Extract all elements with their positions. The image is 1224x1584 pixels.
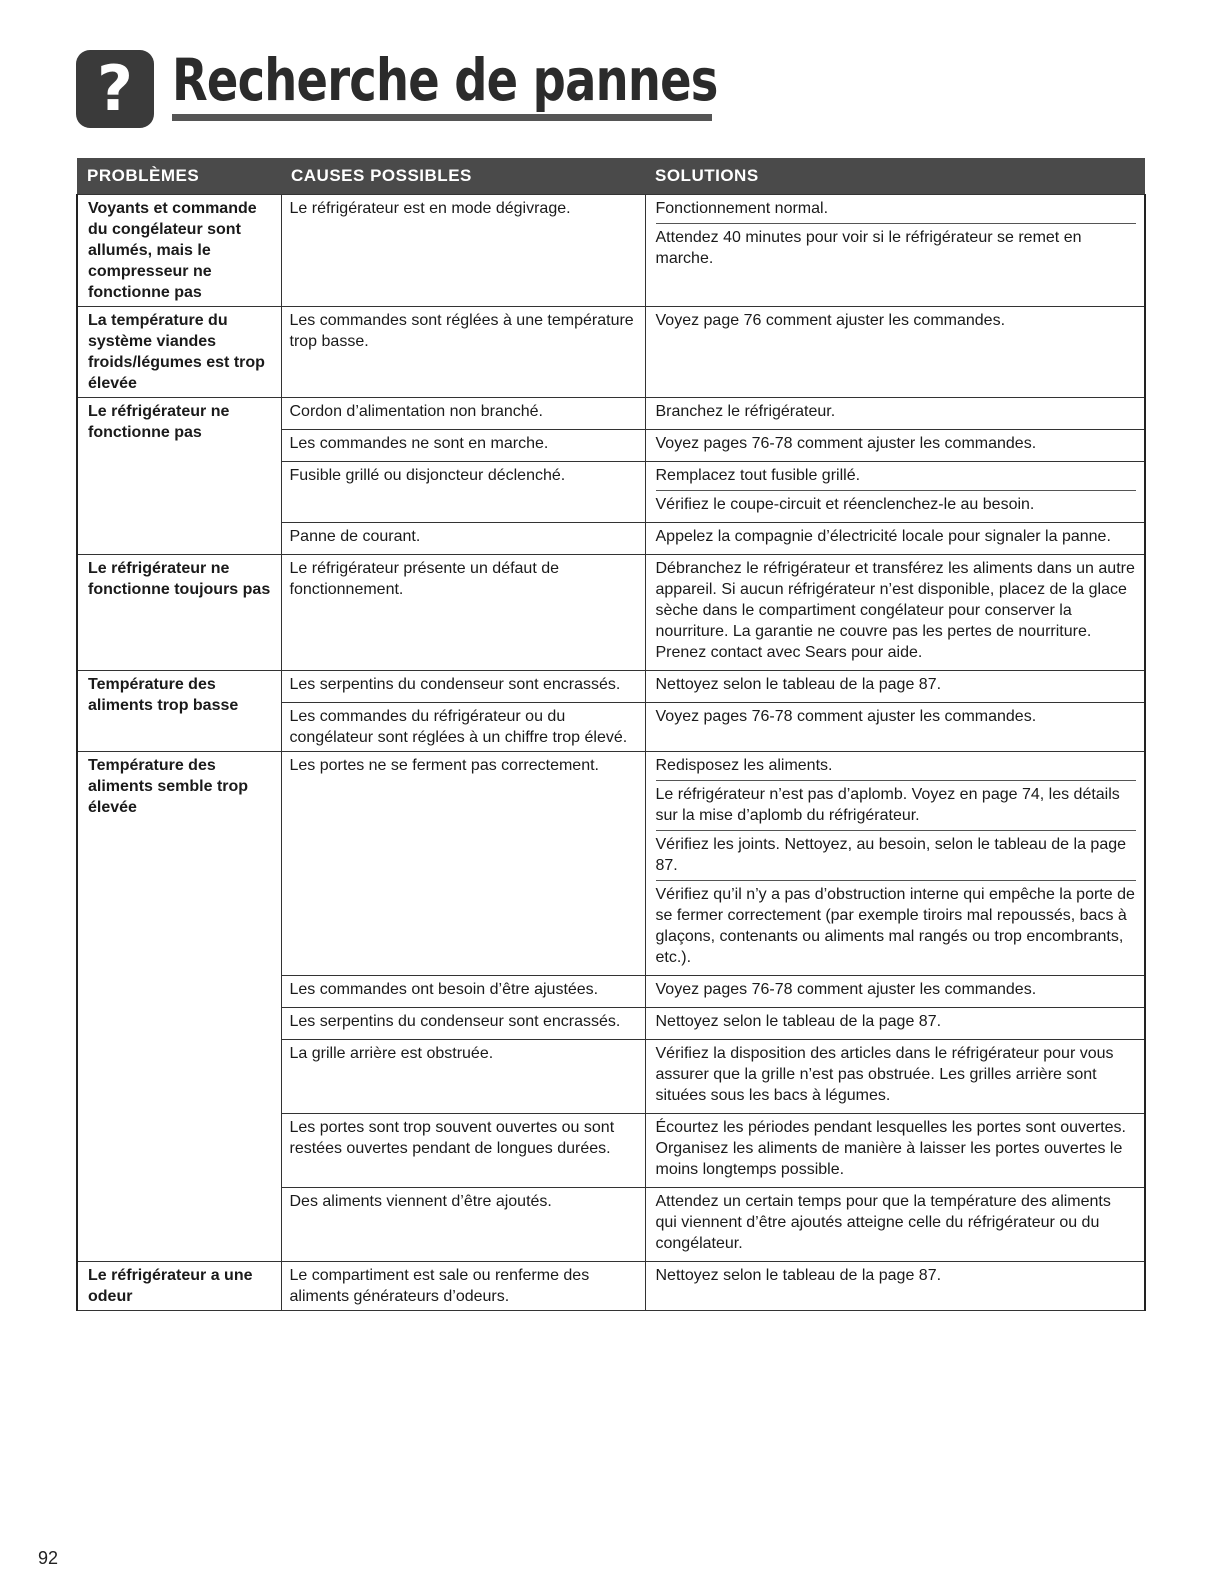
solution-text: Vérifiez la disposition des articles dans le réfrigérateur pour vous assurer que la grille n’est pas obstruée. Les grilles arrière sont situées sous les bacs à légumes.	[655, 1045, 1114, 1104]
solution-text: Le réfrigérateur n’est pas d’aplomb. Voyez en page 74, les détails sur la mise d’aplomb du réfrigérateur.	[656, 780, 1137, 830]
solution-text: Vérifiez le coupe-circuit et réenclenchez-le au besoin.	[656, 490, 1137, 519]
table-row	[77, 671, 1145, 703]
solution-text: Débranchez le réfrigérateur et transférez les aliments dans un autre appareil. Si aucun réfrigérateur n’est disponible, placez de la glace sèche dans le compartiment congélateur pour conserver la nourriture. La garantie ne couvre pas les pertes de nourriture. Prenez contact avec Sears pour aide.	[655, 560, 1135, 661]
solution-text: Voyez pages 76-78 comment ajuster les commandes.	[655, 435, 1037, 452]
solution-cell	[645, 462, 1145, 523]
solution-text: Nettoyez selon le tableau de la page 87.	[655, 676, 942, 693]
solution-cell	[645, 703, 1145, 752]
table-row	[77, 1262, 1145, 1311]
cause-cell: Le réfrigérateur est en mode dégivrage.	[281, 195, 645, 307]
troubleshooting-table	[76, 158, 1146, 1311]
page-header	[76, 46, 718, 128]
problem-cell: La température du système viandes froids/légumes est trop élevée	[77, 307, 281, 398]
cause-cell: Les commandes du réfrigérateur ou du congélateur sont réglées à un chiffre trop élevé.	[281, 703, 645, 752]
page-number: 92	[38, 1548, 59, 1568]
problem-cell: Le réfrigérateur ne fonctionne toujours pas	[77, 555, 281, 671]
solution-text: Vérifiez les joints. Nettoyez, au besoin, selon le tableau de la page 87.	[656, 830, 1137, 880]
table-header-row	[77, 158, 1145, 195]
column-header-solutions: SOLUTIONS	[645, 158, 1145, 195]
solution-text: Écourtez les périodes pendant lesquelles les portes sont ouvertes. Organisez les aliments de manière à laisser les portes ouvertes le moins longtemps possible.	[655, 1119, 1126, 1178]
column-header-problems: PROBLÈMES	[77, 158, 281, 195]
solution-cell	[645, 1008, 1145, 1040]
cause-cell: Cordon d’alimentation non branché.	[281, 398, 645, 430]
solution-text: Attendez 40 minutes pour voir si le réfrigérateur se remet en marche.	[656, 223, 1137, 273]
solution-cell	[645, 671, 1145, 703]
column-header-causes: CAUSES POSSIBLES	[281, 158, 645, 195]
solution-text: Voyez pages 76-78 comment ajuster les commandes.	[655, 708, 1037, 725]
table-row	[77, 555, 1145, 671]
problem-cell: Le réfrigérateur a une odeur	[77, 1262, 281, 1311]
cause-cell: La grille arrière est obstruée.	[281, 1040, 645, 1114]
solution-cell	[645, 1262, 1145, 1311]
solution-cell	[645, 1040, 1145, 1114]
cause-cell: Les commandes ne sont en marche.	[281, 430, 645, 462]
cause-cell: Les portes sont trop souvent ouvertes ou sont restées ouvertes pendant de longues durées.	[281, 1114, 645, 1188]
solution-text: Attendez un certain temps pour que la température des aliments qui viennent d’être ajoutés atteigne celle du réfrigérateur ou du congélateur.	[655, 1193, 1111, 1252]
cause-cell: Fusible grillé ou disjoncteur déclenché.	[281, 462, 645, 523]
cause-cell: Des aliments viennent d’être ajoutés.	[281, 1188, 645, 1262]
cause-cell: Les commandes sont réglées à une température trop basse.	[281, 307, 645, 398]
cause-cell: Le compartiment est sale ou renferme des aliments générateurs d’odeurs.	[281, 1262, 645, 1311]
solution-text: Remplacez tout fusible grillé.	[655, 467, 861, 484]
solution-text: Fonctionnement normal.	[655, 200, 829, 217]
cause-cell: Les commandes ont besoin d’être ajustées.	[281, 976, 645, 1008]
solution-cell	[645, 976, 1145, 1008]
solution-cell	[645, 307, 1145, 398]
solution-text: Redisposez les aliments.	[655, 757, 833, 774]
problem-cell: Température des aliments trop basse	[77, 671, 281, 752]
solution-text: Vérifiez qu’il n’y a pas d’obstruction interne qui empêche la porte de se fermer correctement (par exemple tiroirs mal repoussés, bacs à glaçons, contenants ou aliments mal rangés ou trop encombrants, etc.).	[656, 880, 1137, 972]
solution-text: Nettoyez selon le tableau de la page 87.	[655, 1013, 942, 1030]
solution-cell	[645, 555, 1145, 671]
solution-text: Appelez la compagnie d’électricité locale pour signaler la panne.	[655, 528, 1111, 545]
cause-cell: Panne de courant.	[281, 523, 645, 555]
page-title: Recherche de pannes	[172, 46, 718, 114]
solution-cell	[645, 195, 1145, 307]
problem-cell: Voyants et commande du congélateur sont allumés, mais le compresseur ne fonctionne pas	[77, 195, 281, 307]
solution-cell	[645, 1188, 1145, 1262]
solution-cell	[645, 523, 1145, 555]
solution-text: Voyez pages 76-78 comment ajuster les commandes.	[655, 981, 1037, 998]
cause-cell: Les serpentins du condenseur sont encrassés.	[281, 671, 645, 703]
solution-cell	[645, 430, 1145, 462]
table-row	[77, 398, 1145, 430]
solution-text: Nettoyez selon le tableau de la page 87.	[655, 1267, 942, 1284]
solution-cell	[645, 752, 1145, 976]
cause-cell: Les serpentins du condenseur sont encrassés.	[281, 1008, 645, 1040]
solution-cell	[645, 1114, 1145, 1188]
solution-text: Voyez page 76 comment ajuster les commandes.	[655, 312, 1006, 329]
problem-cell: Le réfrigérateur ne fonctionne pas	[77, 398, 281, 555]
table-row	[77, 195, 1145, 307]
question-mark-icon: ?	[76, 50, 154, 128]
solution-text: Branchez le réfrigérateur.	[655, 403, 836, 420]
cause-cell: Le réfrigérateur présente un défaut de fonctionnement.	[281, 555, 645, 671]
title-underline	[172, 114, 712, 121]
table-row	[77, 307, 1145, 398]
cause-cell: Les portes ne se ferment pas correctement.	[281, 752, 645, 976]
table-body	[77, 195, 1145, 1311]
table-row	[77, 752, 1145, 976]
problem-cell: Température des aliments semble trop élevée	[77, 752, 281, 1262]
solution-cell	[645, 398, 1145, 430]
